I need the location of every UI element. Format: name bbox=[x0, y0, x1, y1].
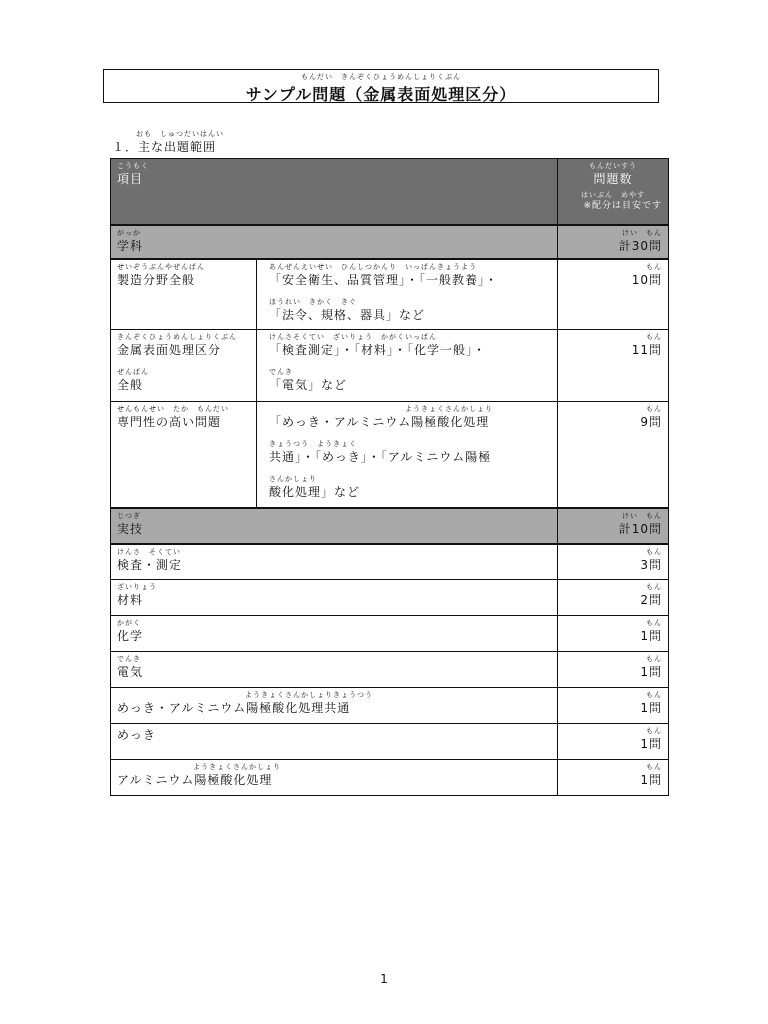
table-row bbox=[111, 544, 669, 580]
row-detail-cell bbox=[257, 402, 558, 508]
header-item-label: 項目 bbox=[117, 172, 144, 186]
row-count: 1問 bbox=[640, 665, 662, 679]
category-label-cell bbox=[111, 508, 558, 544]
row-name-cell bbox=[111, 760, 558, 796]
table-row bbox=[111, 688, 669, 724]
table-header-row bbox=[111, 159, 669, 225]
category-total-ruby: けい もん bbox=[622, 228, 662, 237]
row-name: 検査・測定 bbox=[117, 557, 183, 572]
detail-text: 共通」・「めっき」・「アルミニウム陽極 bbox=[269, 450, 492, 464]
row-name-ruby: せんもんせい たか もんだい bbox=[117, 405, 229, 413]
category-ruby: がっか bbox=[117, 228, 141, 237]
row-count: 9問 bbox=[640, 415, 662, 429]
row-count: 2問 bbox=[640, 593, 662, 607]
category-row-gakka bbox=[111, 225, 669, 259]
row-name-ruby: ようきょくさんかしょりきょうつう bbox=[245, 691, 373, 699]
category-ruby: じつぎ bbox=[117, 511, 141, 520]
row-count: 1問 bbox=[640, 701, 662, 715]
page-title: サンプル問題（金属表面処理区分） bbox=[245, 85, 517, 104]
category-row-jitsugi bbox=[111, 508, 669, 544]
row-name-cell bbox=[111, 330, 257, 402]
row-count-ruby: もん bbox=[646, 655, 662, 663]
row-name-ruby: ぜんぱん bbox=[117, 368, 149, 376]
detail-ruby: きょうつう ようきょく bbox=[269, 440, 357, 448]
row-name-cell bbox=[111, 616, 558, 652]
row-name: 化学 bbox=[117, 629, 144, 643]
row-name: 金属表面処理区分 bbox=[117, 343, 222, 357]
row-count-ruby: もん bbox=[646, 763, 662, 771]
category-total: 計30問 bbox=[618, 238, 662, 253]
row-count: 1問 bbox=[640, 737, 662, 751]
row-name: アルミニウム陽極酸化処理 bbox=[117, 773, 273, 787]
header-item-ruby: こうもく bbox=[117, 162, 149, 170]
category-label-cell bbox=[111, 225, 558, 259]
header-count-cell bbox=[558, 159, 669, 225]
row-count-ruby: もん bbox=[646, 547, 662, 556]
table-row bbox=[111, 259, 669, 330]
row-detail-cell bbox=[257, 330, 558, 402]
row-count: 10問 bbox=[631, 272, 662, 287]
table-row bbox=[111, 402, 669, 508]
detail-text: 「検査測定」・「材料」・「化学一般」・ bbox=[269, 343, 487, 357]
detail-ruby: さんかしょり bbox=[269, 475, 317, 483]
detail-text: 「安全衛生、品質管理」・「一般教養」・ bbox=[269, 272, 499, 287]
title-box bbox=[103, 69, 659, 103]
row-count-cell bbox=[558, 760, 669, 796]
category-label: 学科 bbox=[117, 238, 144, 253]
row-name-ruby: きんぞくひょうめんしょりくぶん bbox=[117, 333, 237, 341]
row-count-ruby: もん bbox=[646, 583, 662, 591]
category-total-cell bbox=[558, 508, 669, 544]
row-count-cell bbox=[558, 259, 669, 330]
row-name-cell bbox=[111, 544, 558, 580]
row-name-ruby: かがく bbox=[117, 619, 141, 627]
row-count-cell bbox=[558, 330, 669, 402]
row-name: 専門性の高い問題 bbox=[117, 415, 222, 429]
row-count-cell bbox=[558, 544, 669, 580]
row-name-cell bbox=[111, 724, 558, 760]
detail-text: 酸化処理」など bbox=[269, 485, 361, 499]
row-name-ruby: ようきょくさんかしょり bbox=[193, 763, 281, 771]
row-detail-cell bbox=[257, 259, 558, 330]
title-ruby: もんだい きんぞくひょうめんしょりくぶん bbox=[301, 73, 461, 81]
section-ruby: おも しゅつだいはんい bbox=[136, 130, 224, 138]
category-label: 実技 bbox=[117, 521, 144, 536]
row-name-ruby: せいぞうぶんやぜんぱん bbox=[117, 262, 205, 271]
row-name: めっき・アルミニウム陽極酸化処理共通 bbox=[117, 701, 351, 715]
table-row bbox=[111, 724, 669, 760]
row-count-ruby: もん bbox=[646, 691, 662, 699]
header-note-ruby: はいぶん めやす bbox=[581, 191, 645, 199]
row-name-ruby: でんき bbox=[117, 655, 141, 663]
detail-ruby: けんさそくてい ざいりょう かがくいっぱん bbox=[269, 333, 437, 341]
header-count-label: 問題数 bbox=[593, 172, 633, 186]
table-row bbox=[111, 580, 669, 616]
row-count-ruby: もん bbox=[646, 727, 662, 735]
header-count-ruby: もんだいすう bbox=[589, 162, 637, 170]
row-count-ruby: もん bbox=[646, 405, 662, 413]
category-total: 計10問 bbox=[618, 521, 662, 536]
table-row bbox=[111, 760, 669, 796]
detail-ruby: あんぜんえいせい ひんしつかんり いっぱんきょうよう bbox=[269, 262, 477, 271]
row-name-ruby: ざいりょう bbox=[117, 583, 157, 591]
section-title: １．主な出題範囲 bbox=[112, 140, 217, 154]
row-name-cell bbox=[111, 688, 558, 724]
row-name-cell bbox=[111, 259, 257, 330]
table-row bbox=[111, 616, 669, 652]
row-name-cell bbox=[111, 652, 558, 688]
row-count: 1問 bbox=[640, 773, 662, 787]
table-row bbox=[111, 330, 669, 402]
category-total-ruby: けい もん bbox=[622, 511, 662, 520]
header-note: ※配分は目安です bbox=[583, 201, 662, 211]
row-count-cell bbox=[558, 652, 669, 688]
detail-text: 「電気」など bbox=[269, 378, 348, 392]
row-count: 3問 bbox=[640, 557, 662, 572]
row-count-ruby: もん bbox=[646, 619, 662, 627]
row-name-cell bbox=[111, 580, 558, 616]
row-count: 1問 bbox=[640, 629, 662, 643]
row-count: 11問 bbox=[631, 343, 662, 357]
category-total-cell bbox=[558, 225, 669, 259]
row-name: 材料 bbox=[117, 593, 144, 607]
row-count-cell bbox=[558, 402, 669, 508]
row-name-cell bbox=[111, 402, 257, 508]
page-number: 1 bbox=[380, 972, 388, 986]
question-range-table bbox=[110, 158, 669, 796]
row-count-cell bbox=[558, 580, 669, 616]
row-name: めっき bbox=[117, 728, 156, 742]
header-item-cell bbox=[111, 159, 558, 225]
row-count-ruby: もん bbox=[646, 262, 662, 271]
table-row bbox=[111, 652, 669, 688]
detail-text: 「めっき・アルミニウム陽極酸化処理 bbox=[269, 415, 490, 429]
row-count-cell bbox=[558, 616, 669, 652]
row-count-cell bbox=[558, 688, 669, 724]
detail-text: 「法令、規格、器具」など bbox=[269, 307, 426, 322]
row-name: 製造分野全般 bbox=[117, 272, 196, 287]
row-count-ruby: もん bbox=[646, 333, 662, 341]
row-name-ruby: けんさ そくてい bbox=[117, 547, 181, 556]
row-count-cell bbox=[558, 724, 669, 760]
detail-ruby: ほうれい きかく きぐ bbox=[269, 297, 357, 306]
detail-ruby: でんき bbox=[269, 368, 293, 376]
detail-ruby: ようきょくさんかしょり bbox=[405, 405, 493, 413]
row-name: 全般 bbox=[117, 378, 144, 392]
row-name: 電気 bbox=[117, 665, 144, 679]
